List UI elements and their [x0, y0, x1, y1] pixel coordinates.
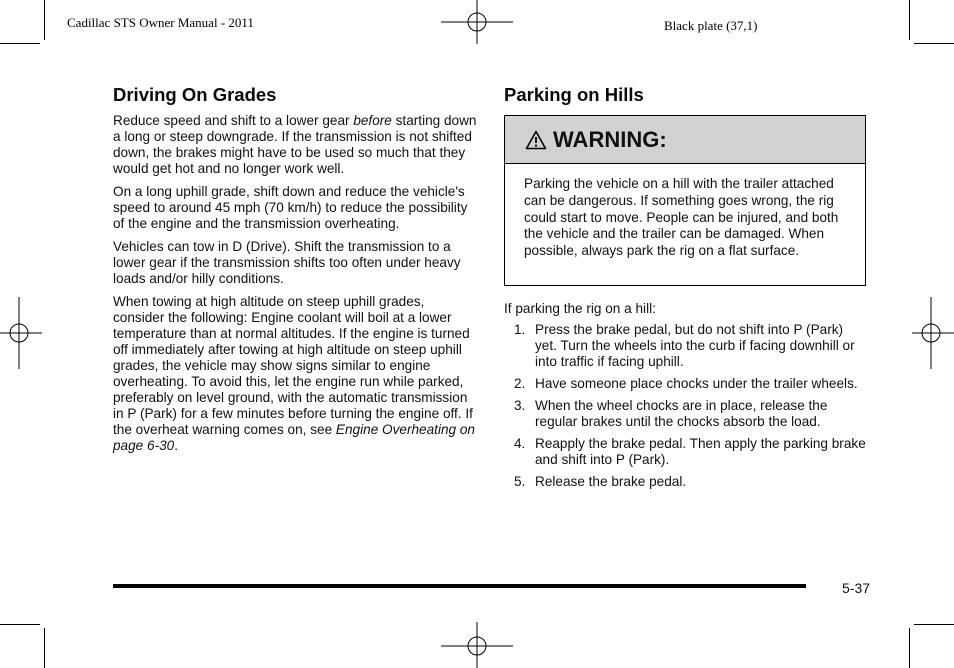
warning-triangle-icon	[525, 130, 547, 150]
paragraph-tow-in-drive: Vehicles can tow in D (Drive). Shift the transmission to a lower gear if the transmission shifts too often under heavy loads and/or hilly conditions.	[113, 239, 461, 286]
registration-mark-left	[0, 297, 42, 369]
warning-title: WARNING:	[553, 126, 667, 152]
left-column	[113, 84, 477, 461]
footer-rule	[113, 584, 806, 588]
warning-box	[504, 115, 866, 286]
list-item	[504, 376, 868, 392]
list-item	[504, 398, 868, 430]
step-text: Have someone place chocks under the trailer wheels.	[535, 376, 858, 391]
warning-text: Parking the vehicle on a hill with the trailer attached can be dangerous. If something goes wrong, the rig could start to move. People can be injured, and both the vehicle and the trailer can be damaged. When possible, always park the rig on a flat surface.	[524, 176, 839, 259]
parking-steps-section	[504, 301, 868, 496]
header-manual-title: Cadillac STS Owner Manual - 2011	[67, 15, 254, 30]
warning-header	[505, 116, 865, 164]
step-text: Reapply the brake pedal. Then apply the parking brake and shift into P (Park).	[535, 436, 866, 467]
section-title-driving-on-grades: Driving On Grades	[113, 84, 277, 105]
step-text: Release the brake pedal.	[535, 474, 687, 489]
step-text: When the wheel chocks are in place, release the regular brakes until the chocks absorb the load.	[535, 398, 828, 429]
paragraph-text: When towing at high altitude on steep uphill grades, consider the following: Engine coolant will boil at a lower temperature than at normal altitudes. If the engine is turned off immediately after towing at high altitude on steep uphill grades, the vehicle may show signs similar to engine overheating. To avoid this, let the engine run while parked, preferably on level ground, with the automatic transmission in P (Park) for a few minutes before turning the engine off. If the overheat warning comes on, see	[113, 294, 473, 437]
right-column	[504, 84, 868, 106]
step-number: 1.	[514, 322, 526, 337]
step-number: 4.	[514, 436, 526, 451]
step-text: Press the brake pedal, but do not shift into P (Park) yet. Turn the wheels into the curb if facing downhill or into traffic if facing uphill.	[535, 322, 855, 369]
step-number: 5.	[514, 474, 526, 489]
paragraph-uphill-grade: On a long uphill grade, shift down and reduce the vehicle's speed to around 45 mph (70 km/h) to reduce the possibility of the engine and the transmission overheating.	[113, 184, 468, 231]
registration-mark-bottom	[441, 622, 513, 668]
registration-mark-top	[441, 0, 513, 48]
paragraph-reduce-speed	[113, 113, 477, 177]
steps-list	[504, 322, 868, 490]
page-number: 5-37	[842, 580, 871, 596]
paragraph-text: Reduce speed and shift to a lower gear	[113, 113, 354, 128]
list-item	[504, 322, 868, 370]
header-plate-info: Black plate (37,1)	[664, 18, 758, 33]
steps-intro: If parking the rig on a hill:	[504, 301, 656, 316]
list-item	[504, 474, 868, 490]
step-number: 2.	[514, 376, 526, 391]
cross-reference-link[interactable]: Engine Overheating on page 6-30	[113, 422, 475, 453]
paragraph-high-altitude	[113, 294, 477, 454]
paragraph-text: .	[174, 438, 179, 453]
step-number: 3.	[514, 398, 526, 413]
section-title-parking-on-hills: Parking on Hills	[504, 84, 644, 105]
list-item	[504, 436, 868, 468]
emphasis-before: before	[353, 113, 392, 128]
paragraph-text: starting down a long or steep downgrade. If the transmission is not shifted down, the brakes might have to be used so much that they would get hot and no longer work well.	[113, 113, 477, 176]
registration-mark-right	[912, 297, 954, 369]
